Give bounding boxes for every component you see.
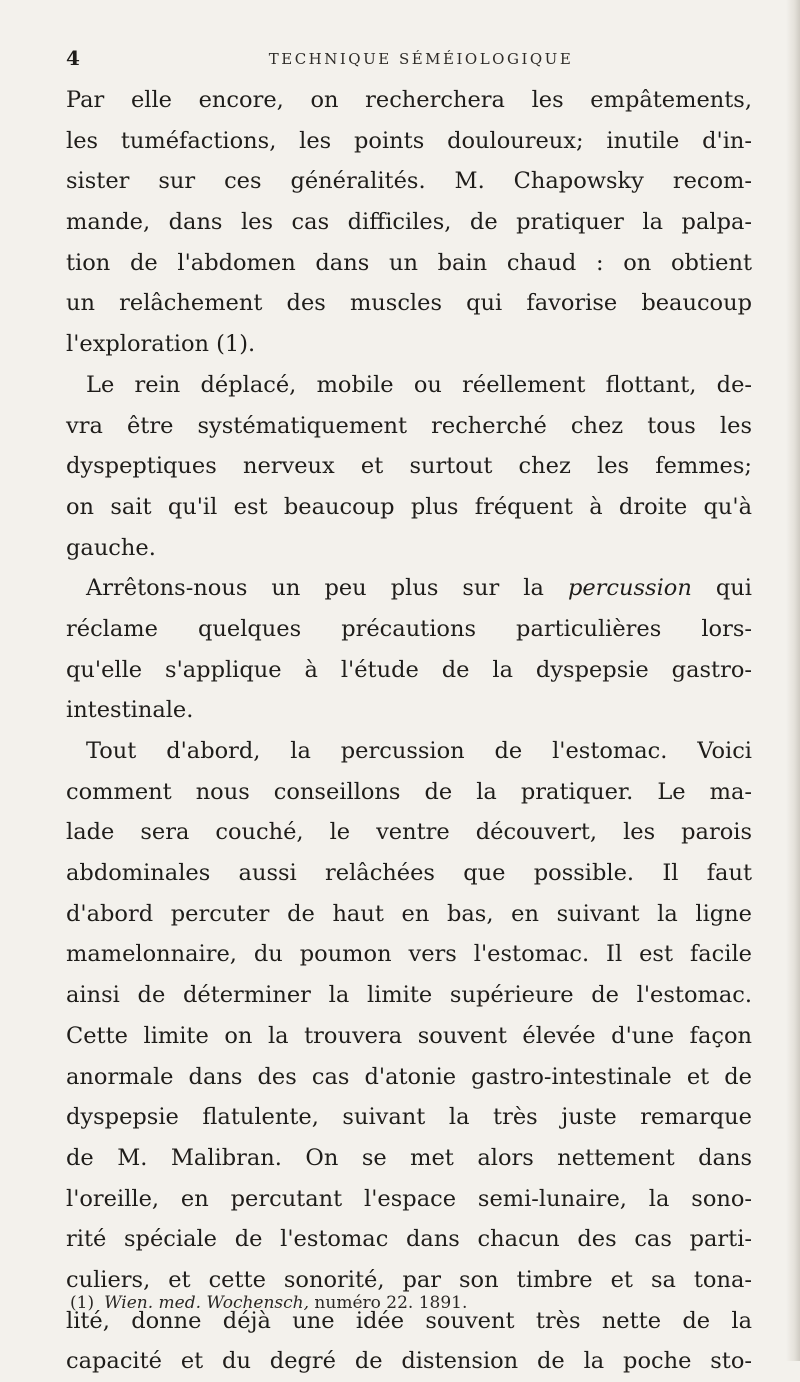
text-line: lité, donne déjà une idée souvent très nette de la <box>66 1307 752 1334</box>
footnote-details: numéro 22. 1891. <box>309 1293 468 1313</box>
text-line: réclame quelques précautions particulières lors- <box>66 615 752 642</box>
page-edge-shadow <box>786 0 800 1361</box>
text-line: vra être systématiquement recherché chez tous les <box>66 412 752 439</box>
page-number: 4 <box>66 46 81 70</box>
footnote <box>70 1293 750 1313</box>
text-line: les tuméfactions, les points douloureux; inutile d'in- <box>66 127 752 154</box>
paragraph-start-line: Arrêtons-nous un peu plus sur la percussion qui <box>86 575 752 602</box>
text-line: mande, dans les cas difficiles, de pratiquer la palpa- <box>66 209 752 236</box>
text-line: mamelonnaire, du poumon vers l'estomac. Il est facile <box>66 941 752 968</box>
body-text <box>66 80 752 1382</box>
text-line: on sait qu'il est beaucoup plus fréquent à droite qu'à <box>66 493 752 520</box>
text-line: un relâchement des muscles qui favorise beaucoup <box>66 290 752 317</box>
footnote-source: Wien. med. Wochensch, <box>104 1293 310 1313</box>
text-line: sister sur ces généralités. M. Chapowsky recom- <box>66 168 752 195</box>
text-line: qu'elle s'applique à l'étude de la dyspepsie gastro- <box>66 656 752 683</box>
text-line: Par elle encore, on recherchera les empâtements, <box>66 87 752 113</box>
text-line: anormale dans des cas d'atonie gastro-intestinale et de <box>66 1063 752 1090</box>
text-line: rité spéciale de l'estomac dans chacun des cas parti- <box>66 1226 752 1253</box>
text-line: lade sera couché, le ventre découvert, les parois <box>66 819 752 846</box>
text-line: capacité et du degré de distension de la poche sto- <box>66 1348 752 1375</box>
text-line: l'oreille, en percutant l'espace semi-lunaire, la sono- <box>66 1185 752 1212</box>
paragraph-start-line: Tout d'abord, la percussion de l'estomac. Voici <box>86 738 752 764</box>
footnote-mark: (1) <box>70 1293 95 1313</box>
italic-term: percussion <box>567 575 692 602</box>
text-line: de M. Malibran. On se met alors nettement dans <box>66 1144 752 1171</box>
text-line: intestinale. <box>66 697 194 724</box>
text-line: dyspeptiques nerveux et surtout chez les femmes; <box>66 453 752 480</box>
text-line: d'abord percuter de haut en bas, en suivant la ligne <box>66 900 752 927</box>
text-line: abdominales aussi relâchées que possible. Il faut <box>66 860 752 887</box>
text-line: tion de l'abdomen dans un bain chaud : on obtient <box>66 249 752 276</box>
page-header <box>66 46 746 74</box>
running-head: TECHNIQUE SÉMÉIOLOGIQUE <box>268 50 574 68</box>
paragraph-start-line: Le rein déplacé, mobile ou réellement flottant, de- <box>86 371 752 398</box>
text-line: ainsi de déterminer la limite supérieure de l'estomac. <box>66 982 752 1009</box>
text-line: l'exploration (1). <box>66 331 256 358</box>
text-line: dyspepsie flatulente, suivant la très juste remarque <box>66 1104 752 1131</box>
text-line: culiers, et cette sonorité, par son timbre et sa tona- <box>66 1266 752 1293</box>
text-line: comment nous conseillons de la pratiquer. Le ma- <box>66 778 752 805</box>
text-line: Cette limite on la trouvera souvent élevée d'une façon <box>66 1022 752 1049</box>
text-line: gauche. <box>66 534 156 561</box>
